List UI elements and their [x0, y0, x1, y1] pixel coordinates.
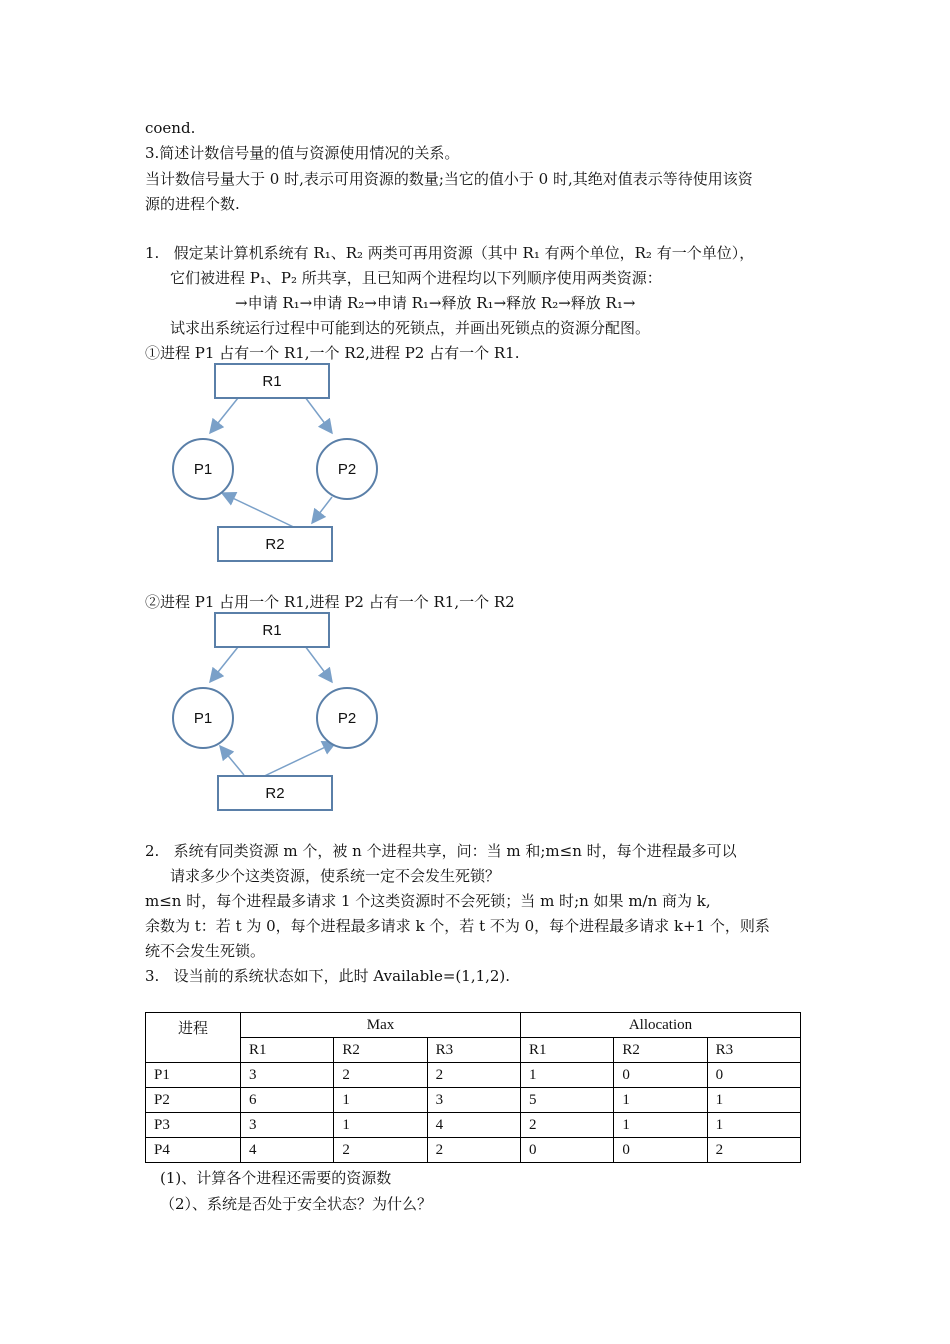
edge-r1-p1 [210, 393, 242, 433]
resource-r1: R1 [214, 612, 330, 648]
allocation-graph-1 [160, 363, 400, 563]
value-cell: 2 [334, 1063, 427, 1088]
problem1-number: 1. [145, 244, 160, 262]
process-p1: P1 [172, 438, 234, 500]
problem2-text1: 系统有同类资源 m 个，被 n 个进程共享，问：当 m 和;m≤n 时，每个进程最多可以 [173, 842, 737, 860]
process-cell: P1 [146, 1063, 241, 1088]
problem2-number: 2. [145, 842, 160, 860]
subheader-cell: R2 [614, 1038, 707, 1063]
value-cell: 3 [241, 1113, 334, 1138]
resource-r2: R2 [217, 526, 333, 562]
table-subheader-row [146, 1038, 801, 1063]
case2-text: ②进程 P1 占用一个 R1,进程 P2 占有一个 R1,一个 R2 [145, 593, 515, 611]
problem2-line2: 请求多少个这类资源，使系统一定不会发生死锁？ [170, 867, 501, 885]
value-cell: 1 [334, 1088, 427, 1113]
table-row [146, 1113, 801, 1138]
value-cell: 2 [707, 1138, 800, 1163]
edge-r1-p1 [210, 642, 242, 682]
q3-title: 3.简述计数信号量的值与资源使用情况的关系。 [145, 144, 460, 162]
value-cell: 2 [520, 1113, 613, 1138]
table-header-row [146, 1013, 801, 1038]
problem1-text1: 假定某计算机系统有 R₁、R₂ 两类可再用资源（其中 R₁ 有两个单位，R₂ 有一个单位）， [173, 244, 755, 262]
value-cell: 4 [241, 1138, 334, 1163]
process-p2: P2 [316, 687, 378, 749]
problem1-line1 [145, 243, 754, 263]
problem1-line4: 试求出系统运行过程中可能到达的死锁点，并画出死锁点的资源分配图。 [170, 319, 651, 337]
system-state-table [145, 1012, 801, 1163]
value-cell: 1 [707, 1113, 800, 1138]
edge-r1-p2 [302, 642, 332, 682]
edge-p2-r2 [312, 497, 332, 523]
case1-text: ①进程 P1 占有一个 R1,一个 R2,进程 P2 占有一个 R1. [145, 344, 520, 362]
problem1-line2: 它们被进程 P₁、P₂ 所共享，且已知两个进程均以下列顺序使用两类资源： [170, 269, 662, 287]
q3-answer-line2: 源的进程个数. [145, 195, 240, 213]
value-cell: 3 [427, 1088, 520, 1113]
value-cell: 1 [707, 1088, 800, 1113]
process-p2: P2 [316, 438, 378, 500]
table-row [146, 1088, 801, 1113]
edge-r1-p2 [302, 393, 332, 433]
problem2-answer3: 统不会发生死锁。 [145, 942, 266, 960]
table-row [146, 1138, 801, 1163]
resource-r2: R2 [217, 775, 333, 811]
process-cell: P2 [146, 1088, 241, 1113]
subheader-cell: R2 [334, 1038, 427, 1063]
subheader-cell: R1 [520, 1038, 613, 1063]
allocation-graph-2 [160, 612, 400, 812]
value-cell: 2 [427, 1138, 520, 1163]
problem2-answer2: 余数为 t：若 t 为 0，每个进程最多请求 k 个，若 t 不为 0，每个进程最多请求 k+1 个，则系 [145, 917, 770, 935]
value-cell: 1 [520, 1063, 613, 1088]
header-process: 进程 [146, 1013, 241, 1063]
value-cell: 0 [707, 1063, 800, 1088]
value-cell: 5 [520, 1088, 613, 1113]
header-allocation: Allocation [520, 1013, 800, 1038]
resource-r1: R1 [214, 363, 330, 399]
process-cell: P3 [146, 1113, 241, 1138]
value-cell: 1 [614, 1113, 707, 1138]
value-cell: 2 [334, 1138, 427, 1163]
edge-r2-p1 [220, 746, 244, 775]
q3-answer-line1: 当计数信号量大于 0 时,表示可用资源的数量;当它的值小于 0 时,其绝对值表示等待使用该资 [145, 170, 753, 188]
subheader-cell: R3 [707, 1038, 800, 1063]
coend-line: coend. [145, 119, 196, 137]
subheader-cell: R3 [427, 1038, 520, 1063]
value-cell: 0 [614, 1063, 707, 1088]
problem3-line1 [145, 966, 510, 986]
value-cell: 1 [334, 1113, 427, 1138]
header-max: Max [241, 1013, 521, 1038]
value-cell: 2 [427, 1063, 520, 1088]
process-cell: P4 [146, 1138, 241, 1163]
problem3-q2: （2）、系统是否处于安全状态？为什么？ [160, 1195, 433, 1213]
problem2-line1 [145, 841, 737, 861]
problem2-answer1: m≤n 时，每个进程最多请求 1 个这类资源时不会死锁；当 m 时;n 如果 m/n 商为 k, [145, 892, 711, 910]
value-cell: 6 [241, 1088, 334, 1113]
value-cell: 0 [614, 1138, 707, 1163]
table-row [146, 1063, 801, 1088]
problem1-line3: →申请 R₁→申请 R₂→申请 R₁→释放 R₁→释放 R₂→释放 R₁→ [235, 294, 636, 312]
value-cell: 0 [520, 1138, 613, 1163]
value-cell: 4 [427, 1113, 520, 1138]
subheader-cell: R1 [241, 1038, 334, 1063]
value-cell: 3 [241, 1063, 334, 1088]
problem3-number: 3. [145, 967, 160, 985]
value-cell: 1 [614, 1088, 707, 1113]
problem3-q1: (1)、计算各个进程还需要的资源数 [160, 1169, 392, 1187]
process-p1: P1 [172, 687, 234, 749]
problem3-text1: 设当前的系统状态如下，此时 Available=(1,1,2). [173, 967, 511, 985]
